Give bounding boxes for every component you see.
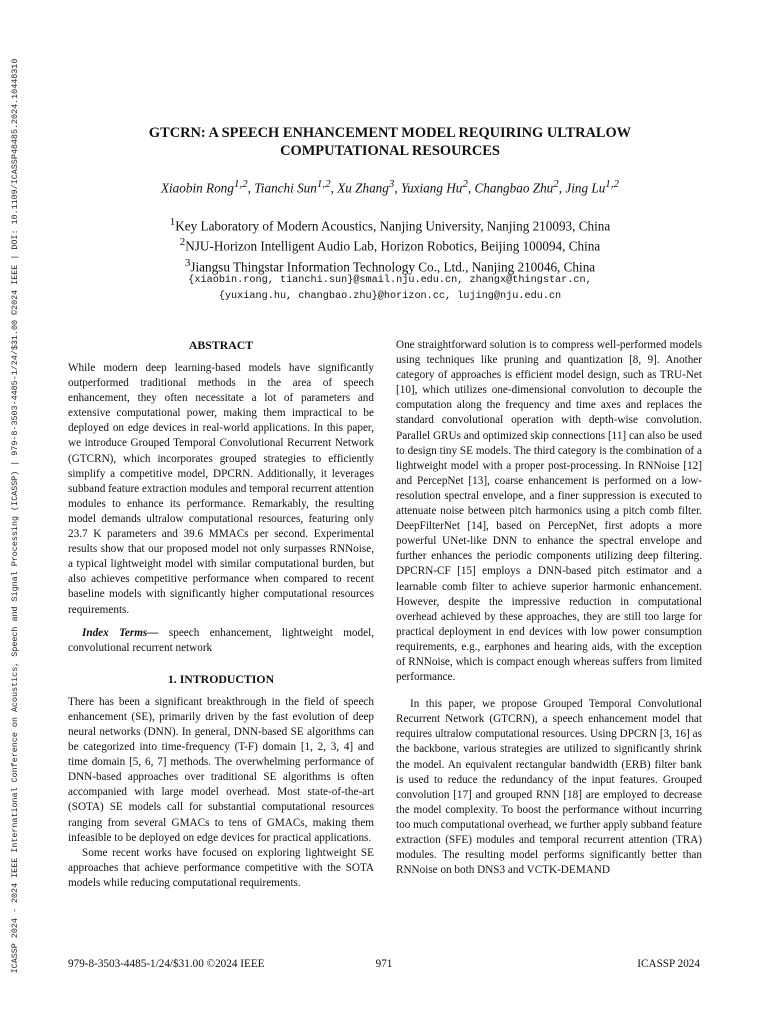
- author-affiliation: 3: [388, 178, 395, 190]
- abstract-text: While modern deep learning-based models have significantly outperformed traditional methods in the area of speech enhancement, they often necessitate a lot of parameters and extensive computational power, making them impractical to be deployed on edge devices in real-world applications. In this paper, we introduce Grouped Temporal Convolutional Recurrent Network (GTCRN), which incorporates grouped strategies to efficiently simplify a competitive model, DPCRN. Additionally, it leverages subband feature extraction modules and temporal recurrent attention modules to enhance its performance. Remarkably, the resulting model demands ultralow computational resources, featuring only 23.7 K parameters and 39.6 MMACs per second. Experimental results show that our proposed model not only surpasses RNNoise, a typical lightweight model with similar computational burden, but also achieves competitive performance when compared to recent baseline models with significantly higher computational resources requirements.: [68, 362, 374, 616]
- affiliation-line: [70, 234, 710, 254]
- footer-conference: ICASSP 2024: [637, 958, 700, 970]
- affiliation-number: 3: [184, 256, 191, 269]
- intro-paragraph-1: There has been a significant breakthrough in the field of speech enhancement (SE), primarily driven by the fast evolution of deep neural networks (DNN). In general, DNN-based SE algorithms can be categorized into time-frequency (T-F) domain [1, 2, 3, 4] and time domain [5, 6, 7] methods. The overwhelming performance of DNN-based approaches over traditional SE algorithms is often accompanied with large model overhead. Most state-of-the-art (SOTA) SE models call for substantial computational resources ranging from several GMACs to tens of GMACs, making them infeasible to be deployed on edge devices for practical applications.: [68, 695, 374, 844]
- affiliation-text: NJU-Horizon Intelligent Audio Lab, Horizon Robotics, Beijing 100094, China: [185, 238, 601, 254]
- author-affiliation: 1,2: [316, 178, 331, 190]
- affiliation-line: [70, 214, 710, 234]
- affiliation-number: 1: [169, 216, 176, 228]
- author-affiliation: 1,2: [233, 178, 248, 190]
- paper-title-line1: GTCRN: A SPEECH ENHANCEMENT MODEL REQUIRING ULTRALOW: [148, 125, 632, 141]
- left-column: [68, 338, 374, 891]
- intro-paragraph-4: In this paper, we propose Grouped Temporal Convolutional Recurrent Network (GTCRN), a speech enhancement model that requires ultralow computational resources. Using DPCRN [3, 16] as the backbone, various strategies are utilized to significantly shrink the model. An equivalent rectangular bandwidth (ERB) filter bank is used to reduce the redundancy of the input features. Grouped convolution [17] and grouped RNN [18] are employed to decrease the model complexity. To boost the performance without incurring too much computational overhead, we further apply subband feature extraction (SFE) modules and temporal recurrent attention (TRA) modules. The resulting model performs significantly better than RNNoise on both DNS3 and VCTK-DEMAND: [396, 698, 702, 877]
- abstract-heading: ABSTRACT: [188, 338, 254, 352]
- index-terms: [68, 626, 374, 656]
- doi-sidebar-text: ICASSP 2024 - 2024 IEEE International Conference on Acoustics, Speech and Signal Processing (ICASSP) | 979-8-3503-4485-1/24/$31.00 ©2024 IEEE | DOI: 10.1109/ICASSP48485.2024.10448310: [10, 58, 20, 974]
- author-affiliation: 2: [462, 178, 468, 190]
- author-name: Jing Lu: [565, 180, 606, 196]
- author-name: Xu Zhang: [337, 180, 389, 196]
- paper-title-line2: COMPUTATIONAL RESOURCES: [280, 143, 500, 159]
- footer-copyright: 979-8-3503-4485-1/24/$31.00 ©2024 IEEE: [68, 958, 265, 970]
- email-list: [70, 273, 710, 305]
- author-affiliation: 1,2: [605, 178, 620, 190]
- author-affiliation: 2: [553, 178, 559, 190]
- author-name: Changbao Zhu: [474, 180, 554, 196]
- index-terms-label: Index Terms—: [82, 626, 159, 639]
- author-name: Yuxiang Hu: [400, 180, 463, 196]
- right-column: [396, 338, 702, 878]
- affiliation-text: Key Laboratory of Modern Acoustics, Nanjing University, Nanjing 210093, China: [175, 218, 611, 234]
- email-line1: {xiaobin.rong, tianchi.sun}@smail.nju.edu.cn, zhangx@thingstar.cn,: [188, 275, 592, 286]
- affiliation-number: 2: [179, 236, 186, 249]
- page-number: 971: [375, 958, 393, 970]
- email-line2: {yuxiang.hu, changbao.zhu}@horizon.cc, lujing@nju.edu.cn: [218, 291, 562, 302]
- author-name: Tianchi Sun: [254, 180, 317, 196]
- doi-sidebar: [8, 58, 22, 974]
- intro-paragraph-2: Some recent works have focused on exploring lightweight SE approaches that achieve performance competitive with the SOTA models while reducing computational requirements.: [68, 846, 374, 889]
- index-terms-text: speech enhancement, lightweight model, convolutional recurrent network: [68, 626, 374, 654]
- author-name: Xiaobin Rong: [160, 180, 234, 196]
- paper-title: [70, 124, 710, 160]
- affiliation-text: Jiangsu Thingstar Information Technology Co., Ltd., Nanjing 210046, China: [190, 259, 596, 275]
- affiliation-list: [70, 214, 710, 275]
- intro-paragraph-3: One straightforward solution is to compress well-performed models using techniques like pruning and quantization [8, 9]. Another category of approaches is efficient model design, such as TRU-Net [10], which utilizes one-dimensional convolution to decouple the computation along the frequency and time axes and replaces the standard convolutional operation with depth-wise convolution. Parallel GRUs and optimized skip connections [11] can also be used to design tiny SE models. The third category is the combination of a lightweight model with a proper post-processing. In RNNoise [12] and PercepNet [13], coarse enhancement is performed on a low-resolution spectral envelope, and a finer suppression is executed to attenuate noise between pitch harmonics using a pitch comb filter. DeepFilterNet [14], based on PercepNet, first adopts a more powerful UNet-like DNN to enhance the spectral envelope and further enhances the periodic components utilizing deep filtering. DPCRN-CF [15] employs a DNN-based pitch estimator and a learnable comb filter to achieve superior harmonic enhancement. However, despite the impressive reduction in computational overhead achieved by these approaches, they are still too large for practical deployment in end devices with low power consumption requirements, e.g., earphones and hearing aids, with the exception of RNNoise, which is compact enough whereas suffers from limited performance.: [396, 339, 702, 684]
- author-list: Xiaobin Rong$^{1,2}$, Tianchi Sun$^{1,2}$, Xu Zhang$^3$, Yuxiang Hu$^2$, Changbao Zhu$^2$, Jing Lu$^{1,2}$: [160, 178, 620, 196]
- introduction-heading: 1. INTRODUCTION: [167, 671, 275, 686]
